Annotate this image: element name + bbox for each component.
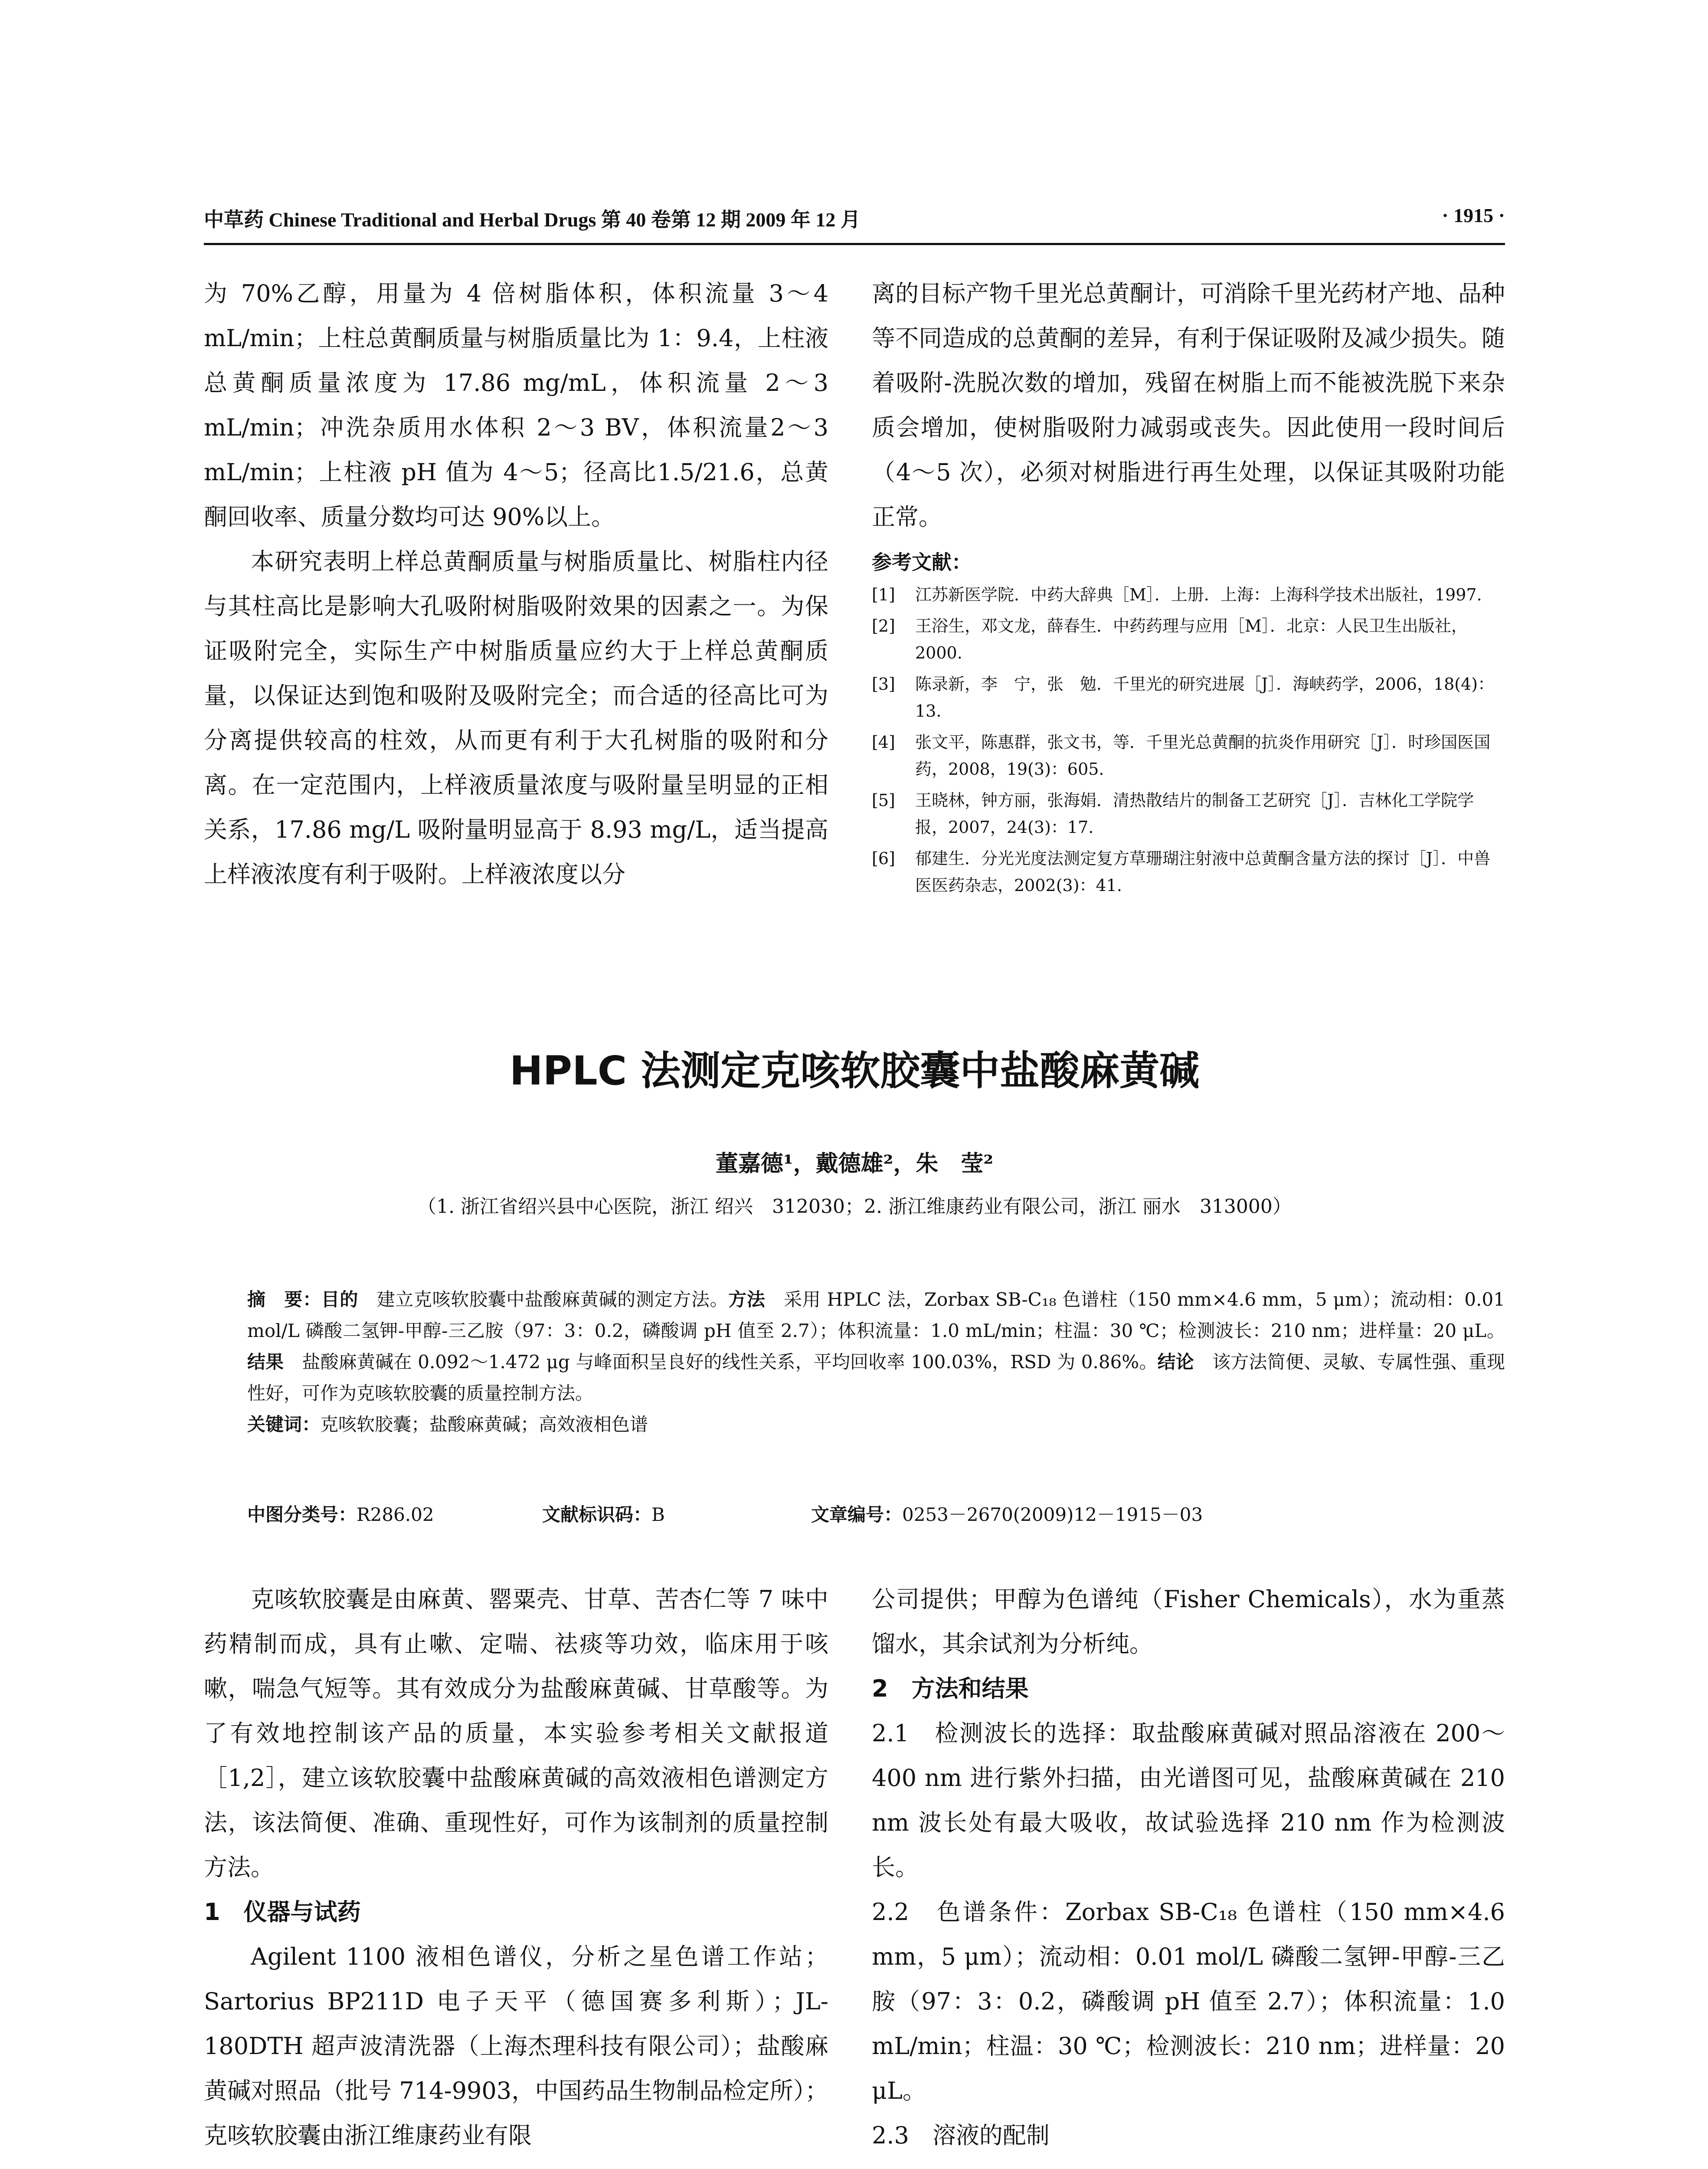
paragraph: 为 70%乙醇，用量为 4 倍树脂体积，体积流量 3～4 mL/min；上柱总黄酮质量与树脂质量比为 1：9.4，上柱液总黄酮质量浓度为 17.86 mg/mL，体积流量 2～3 mL/min；冲洗杂质用水体积 2～3 BV，体积流量2～3 mL/min；上柱液 pH 值为 4～5；径高比1.5/21.6，总黄酮回收率、质量分数均可达 90%以上。	[204, 280, 828, 531]
reference-list	[872, 581, 1505, 903]
prev-article-right-column	[872, 271, 1505, 539]
abstract-label: 摘 要：	[247, 1289, 321, 1310]
body-right-column	[872, 1577, 1505, 2158]
keywords: 克咳软胶囊；盐酸麻黄碱；高效液相色谱	[320, 1414, 648, 1435]
paragraph: Agilent 1100 液相色谱仪，分析之星色谱工作站；Sartorius BP211D 电子天平（德国赛多利斯）；JL-180DTH 超声波清洗器（上海杰理科技有限公司）；盐酸麻黄碱对照品（批号 714-9903，中国药品生物制品检定所）；克咳软胶囊由浙江维康药业有限	[204, 1943, 828, 2149]
reference-item	[872, 671, 1505, 724]
reference-number: [5]	[872, 791, 895, 810]
header-rule	[204, 243, 1505, 245]
reference-number: [4]	[872, 733, 895, 752]
journal-header: 中草药 Chinese Traditional and Herbal Drugs 第 40 卷第 12 期 2009 年 12 月	[204, 209, 861, 231]
subsection-paragraph: 2.1 检测波长的选择：取盐酸麻黄碱对照品溶液在 200～400 nm 进行紫外扫描，由光谱图可见，盐酸麻黄碱在 210 nm 波长处有最大吸收，故试验选择 210 nm 作为检测波长。	[872, 1720, 1505, 1881]
abstract	[247, 1284, 1505, 1440]
document-code-value: B	[651, 1504, 665, 1525]
clc-number	[247, 1504, 434, 1525]
abstract-text: 建立克咳软胶囊中盐酸麻黄碱的测定方法。	[358, 1289, 729, 1310]
article-number-label: 文章编号：	[811, 1504, 903, 1525]
body-left-column	[204, 1577, 828, 2158]
abstract-section-label: 结果	[247, 1351, 284, 1373]
reference-text: 郁建生．分光光度法测定复方草珊瑚注射液中总黄酮含量方法的探讨［J］．中兽医医药杂志，2002(3)：41.	[915, 849, 1491, 895]
clc-label: 中图分类号：	[247, 1504, 357, 1525]
intro-paragraph: 克咳软胶囊是由麻黄、罂粟壳、甘草、苦杏仁等 7 味中药精制而成，具有止嗽、定喘、祛痰等功效，临床用于咳嗽，喘急气短等。其有效成分为盐酸麻黄碱、甘草酸等。为了有效地控制该产品的质量，本实验参考相关文献报道［1,2］，建立该软胶囊中盐酸麻黄碱的高效液相色谱测定方法，该法简便、准确、重现性好，可作为该制剂的质量控制方法。	[204, 1586, 828, 1881]
reference-number: [2]	[872, 616, 895, 636]
page-number: · 1915 ·	[1442, 204, 1505, 226]
section-heading: 2 方法和结果	[872, 1675, 1029, 1702]
reference-number: [6]	[872, 849, 895, 868]
paragraph: 公司提供；甲醇为色谱纯（Fisher Chemicals），水为重蒸馏水，其余试剂为分析纯。	[872, 1586, 1505, 1658]
abstract-text: 盐酸麻黄碱在 0.092～1.472 μg 与峰面积呈良好的线性关系，平均回收率 100.03%，RSD 为 0.86%。	[284, 1351, 1158, 1373]
article-number	[811, 1499, 1203, 1530]
article-number-value: 0253－2670(2009)12－1915－03	[902, 1504, 1203, 1525]
document-code	[542, 1499, 665, 1530]
reference-item	[872, 787, 1505, 841]
references-heading: 参考文献：	[872, 550, 972, 574]
paragraph: 本研究表明上样总黄酮质量与树脂质量比、树脂柱内径与其柱高比是影响大孔吸附树脂吸附效果的因素之一。为保证吸附完全，实际生产中树脂质量应约大于上样总黄酮质量，以保证达到饱和吸附及吸附完全；而合适的径高比可为分离提供较高的柱效，从而更有利于大孔树脂的吸附和分离。在一定范围内，上样液质量浓度与吸附量呈明显的正相关系，17.86 mg/L 吸附量明显高于 8.93 mg/L，适当提高上样液浓度有利于吸附。上样液浓度以分	[204, 548, 828, 888]
reference-number: [3]	[872, 675, 895, 694]
prev-article-left-column	[204, 271, 828, 897]
affiliations: （1. 浙江省绍兴县中心医院，浙江 绍兴 312030；2. 浙江维康药业有限公司，浙江 丽水 313000）	[417, 1196, 1292, 1218]
abstract-section-label: 方法	[728, 1289, 766, 1310]
reference-item	[872, 729, 1505, 783]
keywords-label: 关键词：	[247, 1414, 321, 1435]
document-code-label: 文献标识码：	[542, 1504, 652, 1525]
subsection-paragraph: 2.2 色谱条件：Zorbax SB-C₁₈ 色谱柱（150 mm×4.6 mm，5 μm）；流动相：0.01 mol/L 磷酸二氢钾-甲醇-三乙胺（97：3：0.2，磷酸调 pH 值至 2.7）；体积流量：1.0 mL/min；柱温：30 ℃；检测波长：210 nm；进样量：20 μL。	[872, 1898, 1505, 2104]
reference-item	[872, 613, 1505, 666]
section-heading: 1 仪器与试药	[204, 1898, 361, 1926]
reference-number: [1]	[872, 585, 895, 604]
reference-text: 江苏新医学院．中药大辞典［M］．上册．上海：上海科学技术出版社，1997.	[915, 585, 1482, 604]
abstract-text: 采用 HPLC 法，Zorbax SB-C₁₈ 色谱柱（150 mm×4.6 mm，5 μm）；流动相：0.01 mol/L 磷酸二氢钾-甲醇-三乙胺（97：3：0.2，磷酸调 pH 值至 2.7）；体积流量：1.0 mL/min；柱温：30 ℃；检测波长：210 nm；进样量：20 μL。	[247, 1289, 1505, 1341]
reference-text: 张文平，陈惠群，张文书，等．千里光总黄酮的抗炎作用研究［J］．时珍国医国药，2008，19(3)：605.	[915, 733, 1491, 779]
reference-item	[872, 845, 1505, 899]
reference-text: 王浴生，邓文龙，薛春生．中药药理与应用［M］．北京：人民卫生出版社，2000.	[915, 616, 1468, 662]
clc-value: R286.02	[357, 1504, 434, 1525]
article-title: HPLC 法测定克咳软胶囊中盐酸麻黄碱	[509, 1048, 1200, 1094]
author-list: 董嘉德¹，戴德雄²，朱 莹²	[715, 1150, 994, 1177]
paragraph: 离的目标产物千里光总黄酮计，可消除千里光药材产地、品种等不同造成的总黄酮的差异，有利于保证吸附及减少损失。随着吸附-洗脱次数的增加，残留在树脂上而不能被洗脱下来杂质会增加，使树脂吸附力减弱或丧失。因此使用一段时间后（4～5 次），必须对树脂进行再生处理，以保证其吸附功能正常。	[872, 280, 1505, 531]
abstract-text: 该方法简便、灵敏、专属性强、重现性好，可作为克咳软胶囊的质量控制方法。	[247, 1351, 1505, 1404]
subsection-paragraph: 2.3 溶液的配制	[872, 2122, 1050, 2149]
reference-text: 王晓林，钟方丽，张海娟．清热散结片的制备工艺研究［J］．吉林化工学院学报，2007，24(3)：17.	[915, 791, 1474, 837]
reference-text: 陈录新，李 宁，张 勉．千里光的研究进展［J］．海峡药学，2006，18(4)：13.	[915, 675, 1495, 721]
reference-item	[872, 581, 1505, 608]
classification-line	[247, 1499, 1505, 1530]
running-header	[204, 204, 1505, 234]
abstract-section-label: 目的	[321, 1289, 358, 1310]
abstract-section-label: 结论	[1157, 1351, 1194, 1373]
